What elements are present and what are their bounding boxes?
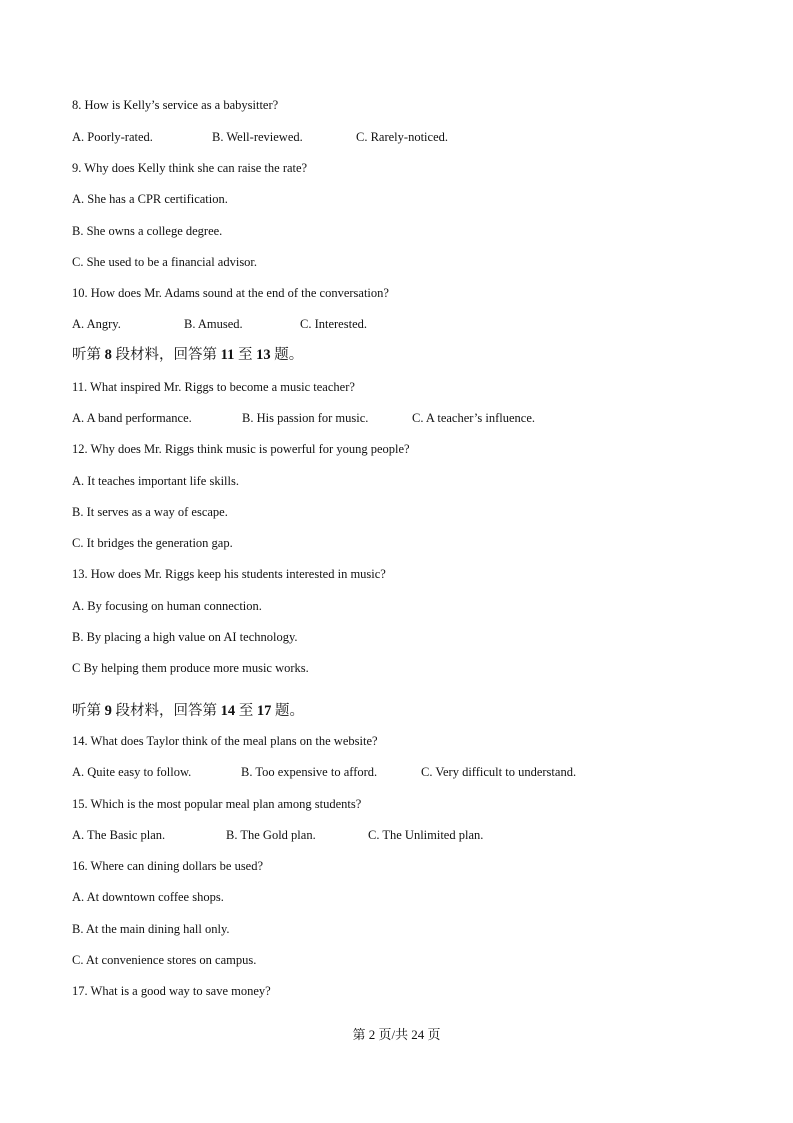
question-15: 15. Which is the most popular meal plan among students? <box>72 797 362 811</box>
question-13: 13. How does Mr. Riggs keep his students interested in music? <box>72 567 386 581</box>
option-b: B. Well-reviewed. <box>212 130 303 144</box>
option-c: C By helping them produce more music works. <box>72 661 309 675</box>
option-c: C. Interested. <box>300 317 367 331</box>
option-c: C. Very difficult to understand. <box>421 765 577 779</box>
question-11: 11. What inspired Mr. Riggs to become a music teacher? <box>72 380 355 394</box>
option-c: C. It bridges the generation gap. <box>72 536 233 550</box>
question-14: 14. What does Taylor think of the meal plans on the website? <box>72 734 378 748</box>
option-a: A. At downtown coffee shops. <box>72 890 224 904</box>
question-16: 16. Where can dining dollars be used? <box>72 859 264 873</box>
question-10: 10. How does Mr. Adams sound at the end of the conversation? <box>72 286 389 300</box>
option-b: B. She owns a college degree. <box>72 224 223 238</box>
option-c: C. At convenience stores on campus. <box>72 953 257 967</box>
option-a: A. By focusing on human connection. <box>72 599 262 613</box>
option-c: C. A teacher’s influence. <box>412 411 535 425</box>
option-a: A. She has a CPR certification. <box>72 192 228 206</box>
option-a: A. Quite easy to follow. <box>72 765 192 779</box>
option-c: C. She used to be a financial advisor. <box>72 255 258 269</box>
question-17: 17. What is a good way to save money? <box>72 984 271 998</box>
option-a: A. Poorly-rated. <box>72 130 153 144</box>
option-a: A. A band performance. <box>72 411 192 425</box>
option-c: C. Rarely-noticed. <box>356 130 448 144</box>
section-heading-9: 听第 9 段材料，回答第 14 至 17 题。 <box>72 703 304 719</box>
option-b: B. It serves as a way of escape. <box>72 505 228 519</box>
option-a: A. Angry. <box>72 317 121 331</box>
option-b: B. Amused. <box>184 317 243 331</box>
option-c: C. The Unlimited plan. <box>368 828 484 842</box>
option-a: A. The Basic plan. <box>72 828 166 842</box>
option-b: B. His passion for music. <box>242 411 369 425</box>
option-b: B. By placing a high value on AI technology. <box>72 630 298 644</box>
page-number: 第 2 页/共 24 页 <box>352 1027 441 1042</box>
question-12: 12. Why does Mr. Riggs think music is powerful for young people? <box>72 442 410 456</box>
option-b: B. Too expensive to afford. <box>241 765 378 779</box>
question-8: 8. How is Kelly’s service as a babysitter? <box>72 98 279 112</box>
option-b: B. At the main dining hall only. <box>72 922 230 936</box>
option-a: A. It teaches important life skills. <box>72 474 239 488</box>
question-9: 9. Why does Kelly think she can raise the rate? <box>72 161 308 175</box>
section-heading-8: 听第 8 段材料，回答第 11 至 13 题。 <box>72 347 304 363</box>
option-b: B. The Gold plan. <box>226 828 316 842</box>
